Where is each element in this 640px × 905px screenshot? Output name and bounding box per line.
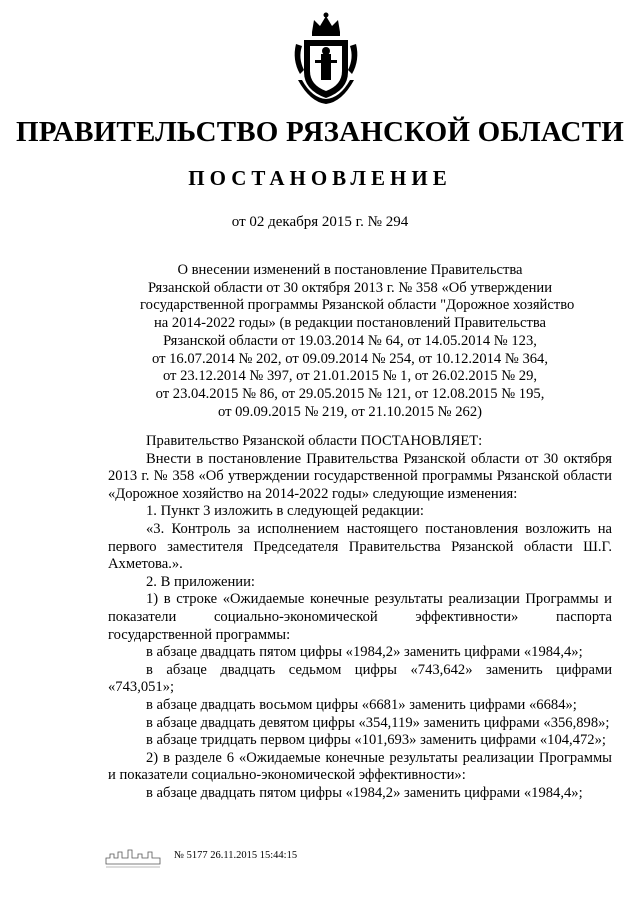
document-subject xyxy=(140,262,575,421)
subject-line: на 2014-2022 годы» (в редакции постановлений Правительства xyxy=(153,315,546,332)
subject-line: Рязанской области от 19.03.2014 № 64, от 14.05.2014 № 123, xyxy=(163,332,537,349)
paragraph-change: в абзаце двадцать пятом цифры «1984,2» заменить цифрами «1984,4»; xyxy=(146,644,583,661)
document-type: ПОСТАНОВЛЕНИЕ xyxy=(188,166,452,190)
subject-line: от 16.07.2014 № 202, от 09.09.2014 № 254, от 10.12.2014 № 364, xyxy=(152,350,548,367)
paragraph-change: в абзаце двадцать пятом цифры «1984,2» заменить цифрами «1984,4»; xyxy=(146,784,583,801)
ryazan-coat-of-arms-icon xyxy=(290,10,362,106)
paragraph-change: в абзаце двадцать восьмом цифры «6681» заменить цифрами «6684»; xyxy=(146,696,577,713)
subject-line: от 23.04.2015 № 86, от 29.05.2015 № 121, от 12.08.2015 № 195, xyxy=(155,385,545,402)
subject-line: О внесении изменений в постановление Правительства xyxy=(177,262,523,278)
subject-line: Рязанской области от 30 октября 2013 г. № 358 «Об утверждении xyxy=(147,279,553,296)
subject-line: государственной программы Рязанской области "Дорожное хозяйство xyxy=(140,297,575,314)
paragraph-subitem-1: 1) в строке «Ожидаемые конечные результаты реализации Программы и показатели социально-экономической эффективности» паспорта государственной программы: xyxy=(108,591,612,643)
paragraph-amend-intro: Внести в постановление Правительства Рязанской области от 30 октября 2013 г. № 358 «Об утверждении государственной программы Рязанской области «Дорожное хозяйство на 2014-2022 годы» следующие изменения: xyxy=(108,450,612,502)
paragraph-change: в абзаце двадцать девятом цифры «354,119» заменить цифрами «356,898»; xyxy=(146,714,610,731)
paragraph-subitem-2: 2) в разделе 6 «Ожидаемые конечные результаты реализации Программы и показатели социально-экономической эффективности»: xyxy=(108,749,612,784)
subject-line: от 09.09.2015 № 219, от 21.10.2015 № 262) xyxy=(218,403,482,420)
paragraph-change: в абзаце двадцать седьмом цифры «743,642» заменить цифрами «743,051»; xyxy=(108,661,612,696)
registration-footer xyxy=(104,848,524,872)
kremlin-logo-icon xyxy=(104,848,164,870)
paragraph-change: в абзаце тридцать первом цифры «101,693» заменить цифрами «104,472»; xyxy=(146,732,606,749)
paragraph-item-1-text: «3. Контроль за исполнением настоящего постановления возложить на первого заместителя Председателя Правительства Рязанской области Ш.Г. Ахметова.». xyxy=(108,520,612,573)
paragraph-item-1: 1. Пункт 3 изложить в следующей редакции: xyxy=(146,503,424,520)
paragraph-preamble: Правительство Рязанской области ПОСТАНОВЛЯЕТ: xyxy=(146,433,483,449)
paragraph-item-2: 2. В приложении: xyxy=(146,573,255,590)
government-title: ПРАВИТЕЛЬСТВО РЯЗАНСКОЙ ОБЛАСТИ xyxy=(16,116,624,148)
subject-line: от 23.12.2014 № 397, от 21.01.2015 № 1, от 26.02.2015 № 29, xyxy=(162,368,538,385)
registration-stamp: № 5177 26.11.2015 15:44:15 xyxy=(174,850,298,861)
document-body xyxy=(108,433,612,802)
document-date-number: от 02 декабря 2015 г. № 294 xyxy=(231,214,409,230)
